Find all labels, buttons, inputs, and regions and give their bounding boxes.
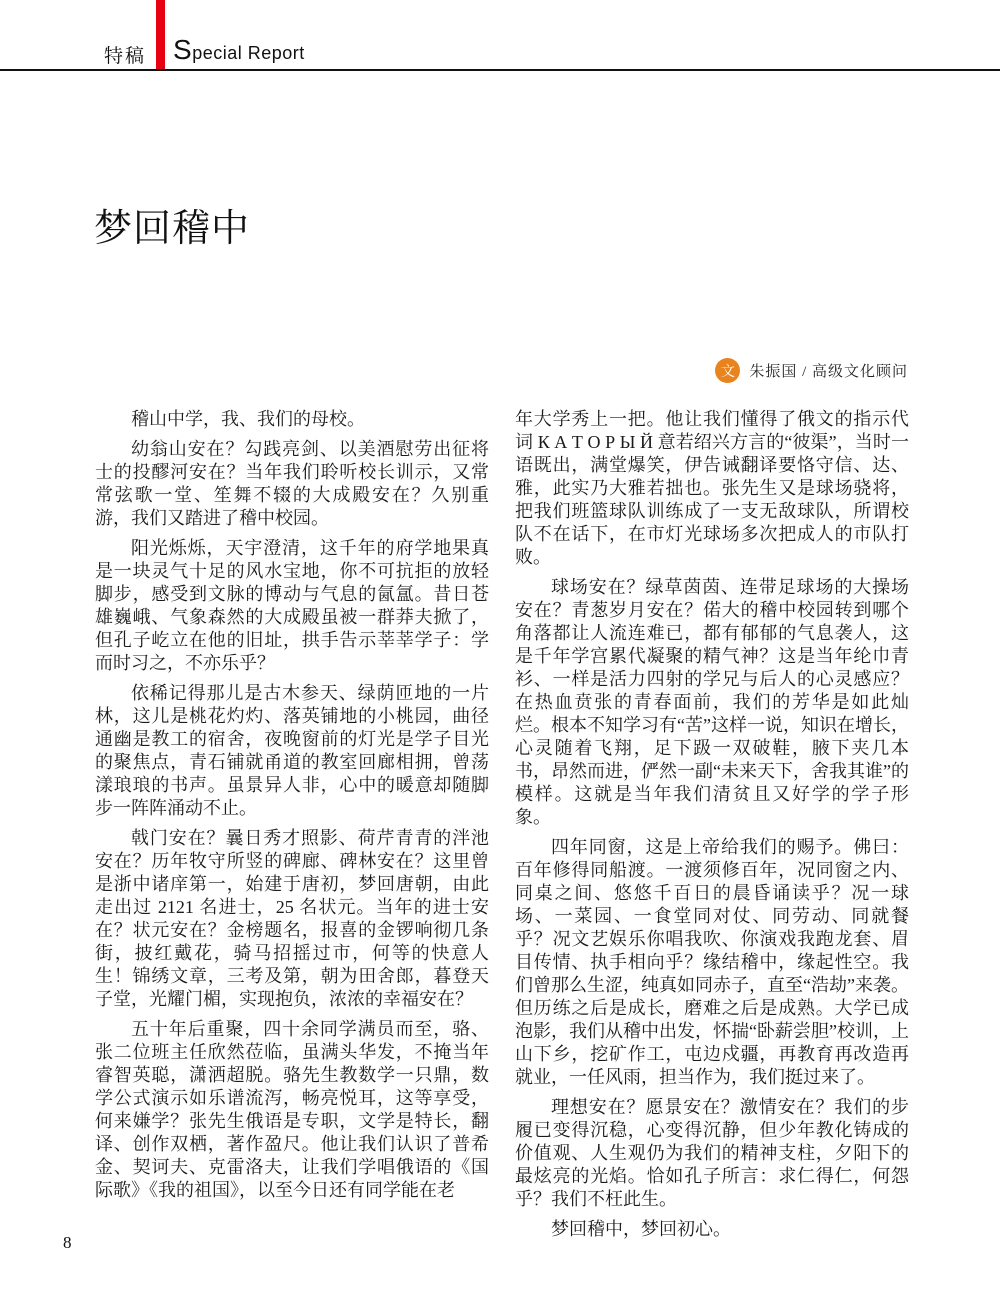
paragraph: 戟门安在？曩日秀才照影、荷芹青青的泮池安在？历年牧守所竖的碑廊、碑林安在？这里曾是浙中诸庠第一，始建于唐初，梦回唐朝，由此走出过 2121 名进士，25 名状元。当年的进士安在？状元安在？金榜题名，报喜的金锣响彻几条街，披红戴花，骑马招摇过市，何等的快意人生！锦绣文章，三考及第，朝为田舍郎，暮登天子堂，光耀门楣，实现抱负，浓浓的幸福安在？	[95, 828, 489, 1009]
paragraph: 理想安在？愿景安在？激情安在？我们的步履已变得沉稳，心变得沉静，但少年教化铸成的价值观、人生观仍为我们的精神支柱，夕阳下的最炫亮的光焰。恰如孔子所言：求仁得仁，何怨乎？我们不枉此生。	[515, 1097, 909, 1209]
byline	[715, 358, 908, 383]
section-label-en-initial: S	[173, 34, 193, 65]
article-column-left	[95, 408, 489, 1209]
section-label-cn: 特稿	[103, 46, 146, 67]
paragraph: 球场安在？绿草茵茵、连带足球场的大操场安在？青葱岁月安在？偌大的稽中校园转到哪个角落都让人流连难已，都有郁郁的气息袭人，这是千年学宫累代凝聚的精气神？这是当年纶巾青衫、一样是活力四射的学兄与后人的心灵感应？在热血贲张的青春面前，我们的芳华是如此灿烂。根本不知学习有“苦”这样一说，知识在增长，心灵随着飞翔，足下趿一双破鞋，腋下夹几本书，昂然而进，俨然一副“未来天下，舍我其谁”的模样。这就是当年我们清贫且又好学的学子形象。	[515, 577, 909, 827]
page-number: 8	[63, 1233, 72, 1252]
paragraph: 阳光烁烁，天宇澄清，这千年的府学地果真是一块灵气十足的风水宝地，你不可抗拒的放轻脚步，感受到文脉的博动与气息的氤氲。昔日苍雄巍峨、气象森然的大成殿虽被一群莽夫掀了，但孔子屹立在他的旧址，拱手告示莘莘学子：学而时习之，不亦乐乎？	[95, 538, 489, 673]
paragraph: 五十年后重聚，四十余同学满员而至，骆、张二位班主任欣然莅临，虽满头华发，不掩当年睿智英聪，潇洒超脱。骆先生教数学一只鼎，数学公式演示如乐谱流泻，畅亮悦耳，这等享受，何来嫌学？张先生俄语是专职，文学是特长，翻译、创作双栖，著作盈尺。他让我们认识了普希金、契诃夫、克雷洛夫，让我们学唱俄语的《国际歌》《我的祖国》，以至今日还有同学能在老	[95, 1019, 489, 1200]
header-red-bar	[156, 0, 165, 71]
article-title: 梦回稽中	[94, 208, 251, 251]
paragraph: 年大学秀上一把。他让我们懂得了俄文的指示代词 К А Т О Р Ы Й 意若绍兴方言的“彼渠”，当时一语既出，满堂爆笑，伊告诫翻译要恪守信、达、雅，此实乃大雅若拙也。张先生又是球场骁将，把我们班篮球队训练成了一支无敌球队，所谓校队不在话下，在市灯光球场多次把成人的市队打败。	[515, 409, 909, 567]
paragraph: 梦回稽中，梦回初心。	[551, 1219, 731, 1239]
section-label-en	[173, 34, 305, 66]
header-rule	[0, 69, 1000, 71]
author-badge-icon: 文	[715, 358, 740, 383]
author-name: 朱振国 / 高级文化顾问	[749, 364, 908, 380]
section-label-en-rest: pecial Report	[192, 43, 305, 63]
paragraph: 依稀记得那儿是古木参天、绿荫匝地的一片林，这儿是桃花灼灼、落英铺地的小桃园，曲径通幽是教工的宿舍，夜晚窗前的灯光是学子目光的聚焦点，青石铺就甬道的教室回廊相拥，曾荡漾琅琅的书声。虽景异人非，心中的暖意却随脚步一阵阵涌动不止。	[95, 683, 489, 818]
paragraph: 四年同窗，这是上帝给我们的赐予。佛曰：百年修得同船渡。一渡须修百年，况同窗之内、同桌之间、悠悠千百日的晨昏诵读乎？况一球场、一菜园、一食堂同对仗、同劳动、同就餐乎？况文艺娱乐你唱我吹、你演戏我跑龙套、眉目传情、执手相向乎？缘结稽中，缘起性空。我们曾那么生涩，纯真如同赤子，直至“浩劫”来袭。但历练之后是成长，磨难之后是成熟。大学已成泡影，我们从稽中出发，怀揣“卧薪尝胆”校训，上山下乡，挖矿作工，屯边戍疆，再教育再改造再就业，一任风雨，担当作为，我们挺过来了。	[515, 837, 909, 1087]
paragraph: 幼翁山安在？勾践亮剑、以美酒慰劳出征将士的投醪河安在？当年我们聆听校长训示，又常常弦歌一堂、笙舞不辍的大成殿安在？久别重游，我们又踏进了稽中校园。	[95, 439, 489, 528]
paragraph: 稽山中学，我、我们的母校。	[131, 409, 365, 429]
article-column-right	[515, 408, 909, 1248]
